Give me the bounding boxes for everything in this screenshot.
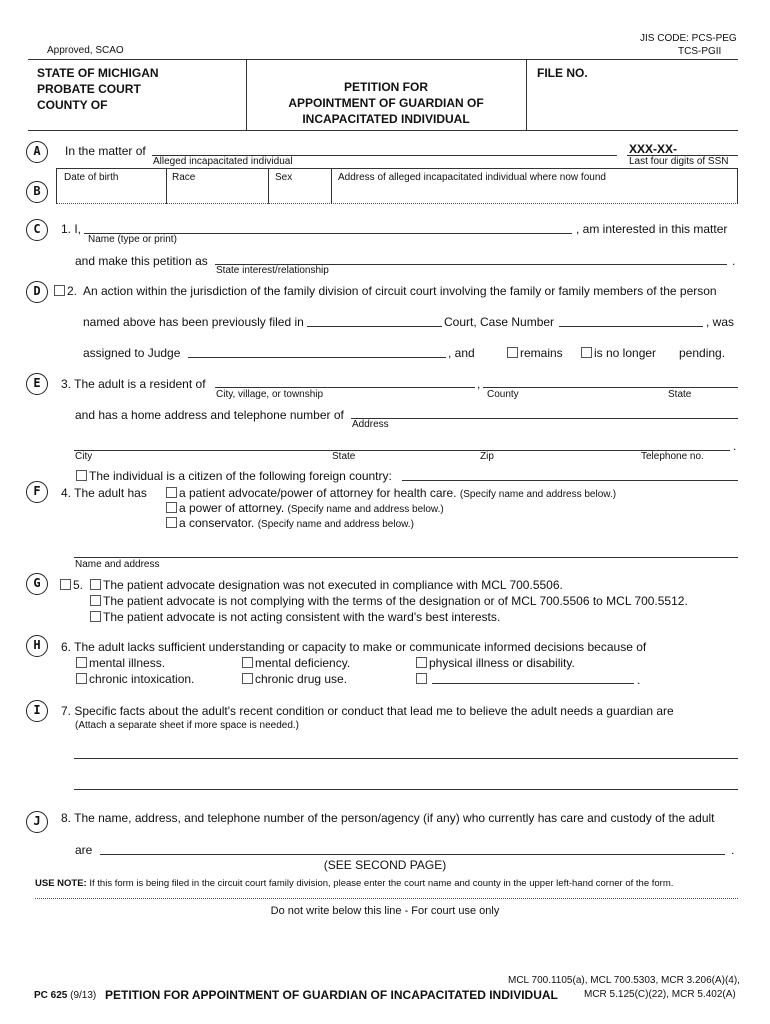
item2-court-field[interactable] <box>307 326 442 327</box>
item6-physical[interactable] <box>416 656 575 670</box>
item6-other[interactable] <box>416 672 429 686</box>
form-title-line3: INCAPACITATED INDIVIDUAL <box>302 112 470 126</box>
chronic-drug-checkbox[interactable] <box>242 673 253 684</box>
no-longer-label: is no longer <box>594 346 657 360</box>
item7-line-1[interactable] <box>74 758 738 759</box>
marker-i: I <box>26 700 48 722</box>
item5-opt1-label: The patient advocate designation was not executed in compliance with MCL 700.5506. <box>103 578 563 592</box>
marker-c: C <box>26 219 48 241</box>
item3-city-state-zip-field[interactable] <box>74 450 730 451</box>
item5-opt2-checkbox[interactable] <box>90 595 101 606</box>
item3-city-label: City, village, or township <box>216 389 324 400</box>
item6-chronic-intox[interactable] <box>76 672 194 686</box>
item3-address-label: Address <box>352 419 389 430</box>
item2-row <box>54 284 77 298</box>
item3-county-label: County <box>487 389 519 400</box>
mental-deficiency-checkbox[interactable] <box>242 657 253 668</box>
refs-line1: MCL 700.1105(a), MCL 700.5303, MCR 3.206(A)(4), <box>508 975 740 986</box>
no-longer-checkbox[interactable] <box>581 347 592 358</box>
item3-address-field[interactable] <box>351 418 738 419</box>
item4-opt2-label: a power of attorney. <box>179 501 285 515</box>
item4-name-address-label: Name and address <box>75 559 160 570</box>
item8-period: . <box>731 843 735 857</box>
physical-label: physical illness or disability. <box>429 656 575 670</box>
info-row-top <box>56 168 738 169</box>
item7-lead: 7. Specific facts about the adult's recent condition or conduct that lead me to believe the adult needs a guardian are <box>61 704 674 718</box>
item4-opt1-label: a patient advocate/power of attorney for health care. <box>179 486 457 500</box>
item8-lead: 8. The name, address, and telephone number of the person/agency (if any) who currently has care and custody of the adult <box>61 811 715 825</box>
form-no: PC 625 <box>34 990 68 1001</box>
info-row-div3 <box>331 168 332 204</box>
item1-period: . <box>732 254 736 268</box>
item1-interest-label: State interest/relationship <box>216 265 329 276</box>
form-date: (9/13) <box>70 990 97 1001</box>
item2-text: An action within the jurisdiction of the family division of circuit court involving the family or family members of the person <box>83 284 717 298</box>
item4-opt1-checkbox[interactable] <box>166 487 177 498</box>
item6-chronic-drug[interactable] <box>242 672 347 686</box>
remains-checkbox[interactable] <box>507 347 518 358</box>
address-label[interactable]: Address of alleged incapacitated individual where now found <box>338 172 606 183</box>
info-row-div1 <box>166 168 167 204</box>
item4-opt3[interactable] <box>166 516 414 530</box>
file-no-label: FILE NO. <box>537 66 588 80</box>
item5-opt3[interactable] <box>90 610 500 624</box>
form-number <box>34 990 96 1001</box>
item2-num: 2. <box>67 284 78 298</box>
item1-name-label: Name (type or print) <box>88 234 177 245</box>
marker-e: E <box>26 373 48 395</box>
use-note-label: USE NOTE: <box>35 878 87 889</box>
form-title-line1: PETITION FOR <box>344 80 428 94</box>
matter-label: In the matter of <box>65 144 146 158</box>
ssn-value[interactable]: XXX-XX- <box>629 142 678 156</box>
citizen-option[interactable] <box>76 469 392 483</box>
item6-lead: 6. The adult lacks sufficient understanding or capacity to make or communicate informed decisions because of <box>61 640 647 654</box>
marker-j: J <box>26 811 48 833</box>
item1-tail: , am interested in this matter <box>576 222 728 236</box>
item1-lead: 1. I, <box>61 222 82 236</box>
mental-deficiency-label: mental deficiency. <box>255 656 351 670</box>
sex-label[interactable]: Sex <box>275 172 293 183</box>
item4-opt1[interactable] <box>166 486 616 500</box>
item3-county-state-field[interactable] <box>483 387 738 388</box>
item7-note: (Attach a separate sheet if more space is needed.) <box>75 720 300 731</box>
court-use-label: Do not write below this line - For court use only <box>270 905 500 917</box>
item6-other-field[interactable] <box>432 683 634 684</box>
info-row-right <box>737 168 738 204</box>
item3-state-label: State <box>668 389 692 400</box>
item4-opt1-note: (Specify name and address below.) <box>459 489 617 500</box>
dob-label[interactable]: Date of birth <box>64 172 119 183</box>
item1-petition-as: and make this petition as <box>75 254 208 268</box>
form-title-line2: APPOINTMENT OF GUARDIAN OF <box>288 96 484 110</box>
item3-phone: Telephone no. <box>641 451 704 462</box>
item2-assigned: assigned to Judge <box>83 346 181 360</box>
other-checkbox[interactable] <box>416 673 427 684</box>
item4-opt3-label: a conservator. <box>179 516 255 530</box>
item3-home: and has a home address and telephone number of <box>75 408 344 422</box>
item4-lead: 4. The adult has <box>61 486 147 500</box>
see-second-page: (SEE SECOND PAGE) <box>323 858 447 872</box>
item3-lead: 3. The adult is a resident of <box>61 377 206 391</box>
use-note-text: If this form is being filed in the circuit court family division, please enter the court name and county in the upper left-hand corner of the form. <box>89 878 674 889</box>
item4-opt2-checkbox[interactable] <box>166 502 177 513</box>
item6-period: . <box>637 673 641 687</box>
chronic-drug-label: chronic drug use. <box>255 672 348 686</box>
court-label: PROBATE COURT <box>37 82 141 96</box>
jis-code: JIS CODE: PCS-PEG <box>640 33 737 44</box>
item3-period: . <box>733 439 737 453</box>
item3-comma: , <box>477 377 481 391</box>
item3-zip: Zip <box>480 451 494 462</box>
info-row-bottom <box>56 203 738 204</box>
item7-line-2[interactable] <box>74 789 738 790</box>
item4-opt3-checkbox[interactable] <box>166 517 177 528</box>
citizen-country-field[interactable] <box>402 480 738 481</box>
item5-row <box>60 578 83 592</box>
tcs-code: TCS-PGII <box>678 46 722 57</box>
item8-field[interactable] <box>100 854 725 855</box>
matter-sublabel: Alleged incapacitated individual <box>153 156 293 167</box>
info-row-left <box>56 168 57 204</box>
item5-opt1-checkbox[interactable] <box>90 579 101 590</box>
item2-no-longer-option[interactable] <box>581 346 656 360</box>
info-row-div2 <box>268 168 269 204</box>
item5-opt3-checkbox[interactable] <box>90 611 101 622</box>
ssn-label: Last four digits of SSN <box>629 156 729 167</box>
marker-h: H <box>26 635 48 657</box>
county-label: COUNTY OF <box>37 98 108 112</box>
item2-judge-field[interactable] <box>188 357 446 358</box>
marker-d: D <box>26 281 48 303</box>
item2-was: , was <box>706 315 735 329</box>
item2-remains-option[interactable] <box>507 346 563 360</box>
item5-opt3-label: The patient advocate is not acting consistent with the ward's best interests. <box>103 610 501 624</box>
item2-checkbox[interactable] <box>54 285 65 296</box>
item2-filed-in: named above has been previously filed in <box>83 315 304 329</box>
item4-opt2-note: (Specify name and address below.) <box>287 504 444 515</box>
item5-opt2-label: The patient advocate is not complying with the terms of the designation or of MCL 700.5506 to MCL 700.5512. <box>103 594 688 608</box>
marker-g: G <box>26 573 48 595</box>
item2-pending: pending. <box>679 346 726 360</box>
item2-court-case: Court, Case Number <box>444 315 555 329</box>
marker-f: F <box>26 481 48 503</box>
item6-mental-illness[interactable] <box>76 656 165 670</box>
item5-checkbox[interactable] <box>60 579 71 590</box>
mental-illness-label: mental illness. <box>89 656 166 670</box>
item2-and: , and <box>448 346 475 360</box>
item6-mental-deficiency[interactable] <box>242 656 350 670</box>
chronic-intox-label: chronic intoxication. <box>89 672 195 686</box>
remains-label: remains <box>520 346 563 360</box>
use-note <box>35 878 673 889</box>
chronic-intox-checkbox[interactable] <box>76 673 87 684</box>
physical-checkbox[interactable] <box>416 657 427 668</box>
item5-opt2[interactable] <box>90 594 688 608</box>
marker-a: A <box>26 141 48 163</box>
header-bottom-rule <box>28 130 738 131</box>
item5-num: 5. <box>73 578 84 592</box>
item4-opt3-note: (Specify name and address below.) <box>257 519 414 530</box>
item2-case-field[interactable] <box>559 326 703 327</box>
citizen-text: The individual is a citizen of the following foreign country: <box>89 469 392 483</box>
item3-state: State <box>332 451 356 462</box>
footer-form-title: PETITION FOR APPOINTMENT OF GUARDIAN OF INCAPACITATED INDIVIDUAL <box>105 988 558 1002</box>
item3-city-field[interactable] <box>215 387 475 388</box>
item8-are: are <box>75 843 93 857</box>
approved-label: Approved, SCAO <box>47 45 124 56</box>
item4-name-address-field[interactable] <box>74 557 738 558</box>
header-top-rule <box>28 59 738 60</box>
refs-line2: MCR 5.125(C)(22), MCR 5.402(A) <box>584 989 736 1000</box>
court-use-rule <box>35 898 738 899</box>
header-divider-2 <box>526 59 527 130</box>
state-label: STATE OF MICHIGAN <box>37 66 159 80</box>
marker-b: B <box>26 181 48 203</box>
item3-city: City <box>75 451 93 462</box>
item5-opt1[interactable] <box>90 578 563 592</box>
item4-opt2[interactable] <box>166 501 444 515</box>
citizen-checkbox[interactable] <box>76 470 87 481</box>
race-label[interactable]: Race <box>172 172 196 183</box>
mental-illness-checkbox[interactable] <box>76 657 87 668</box>
